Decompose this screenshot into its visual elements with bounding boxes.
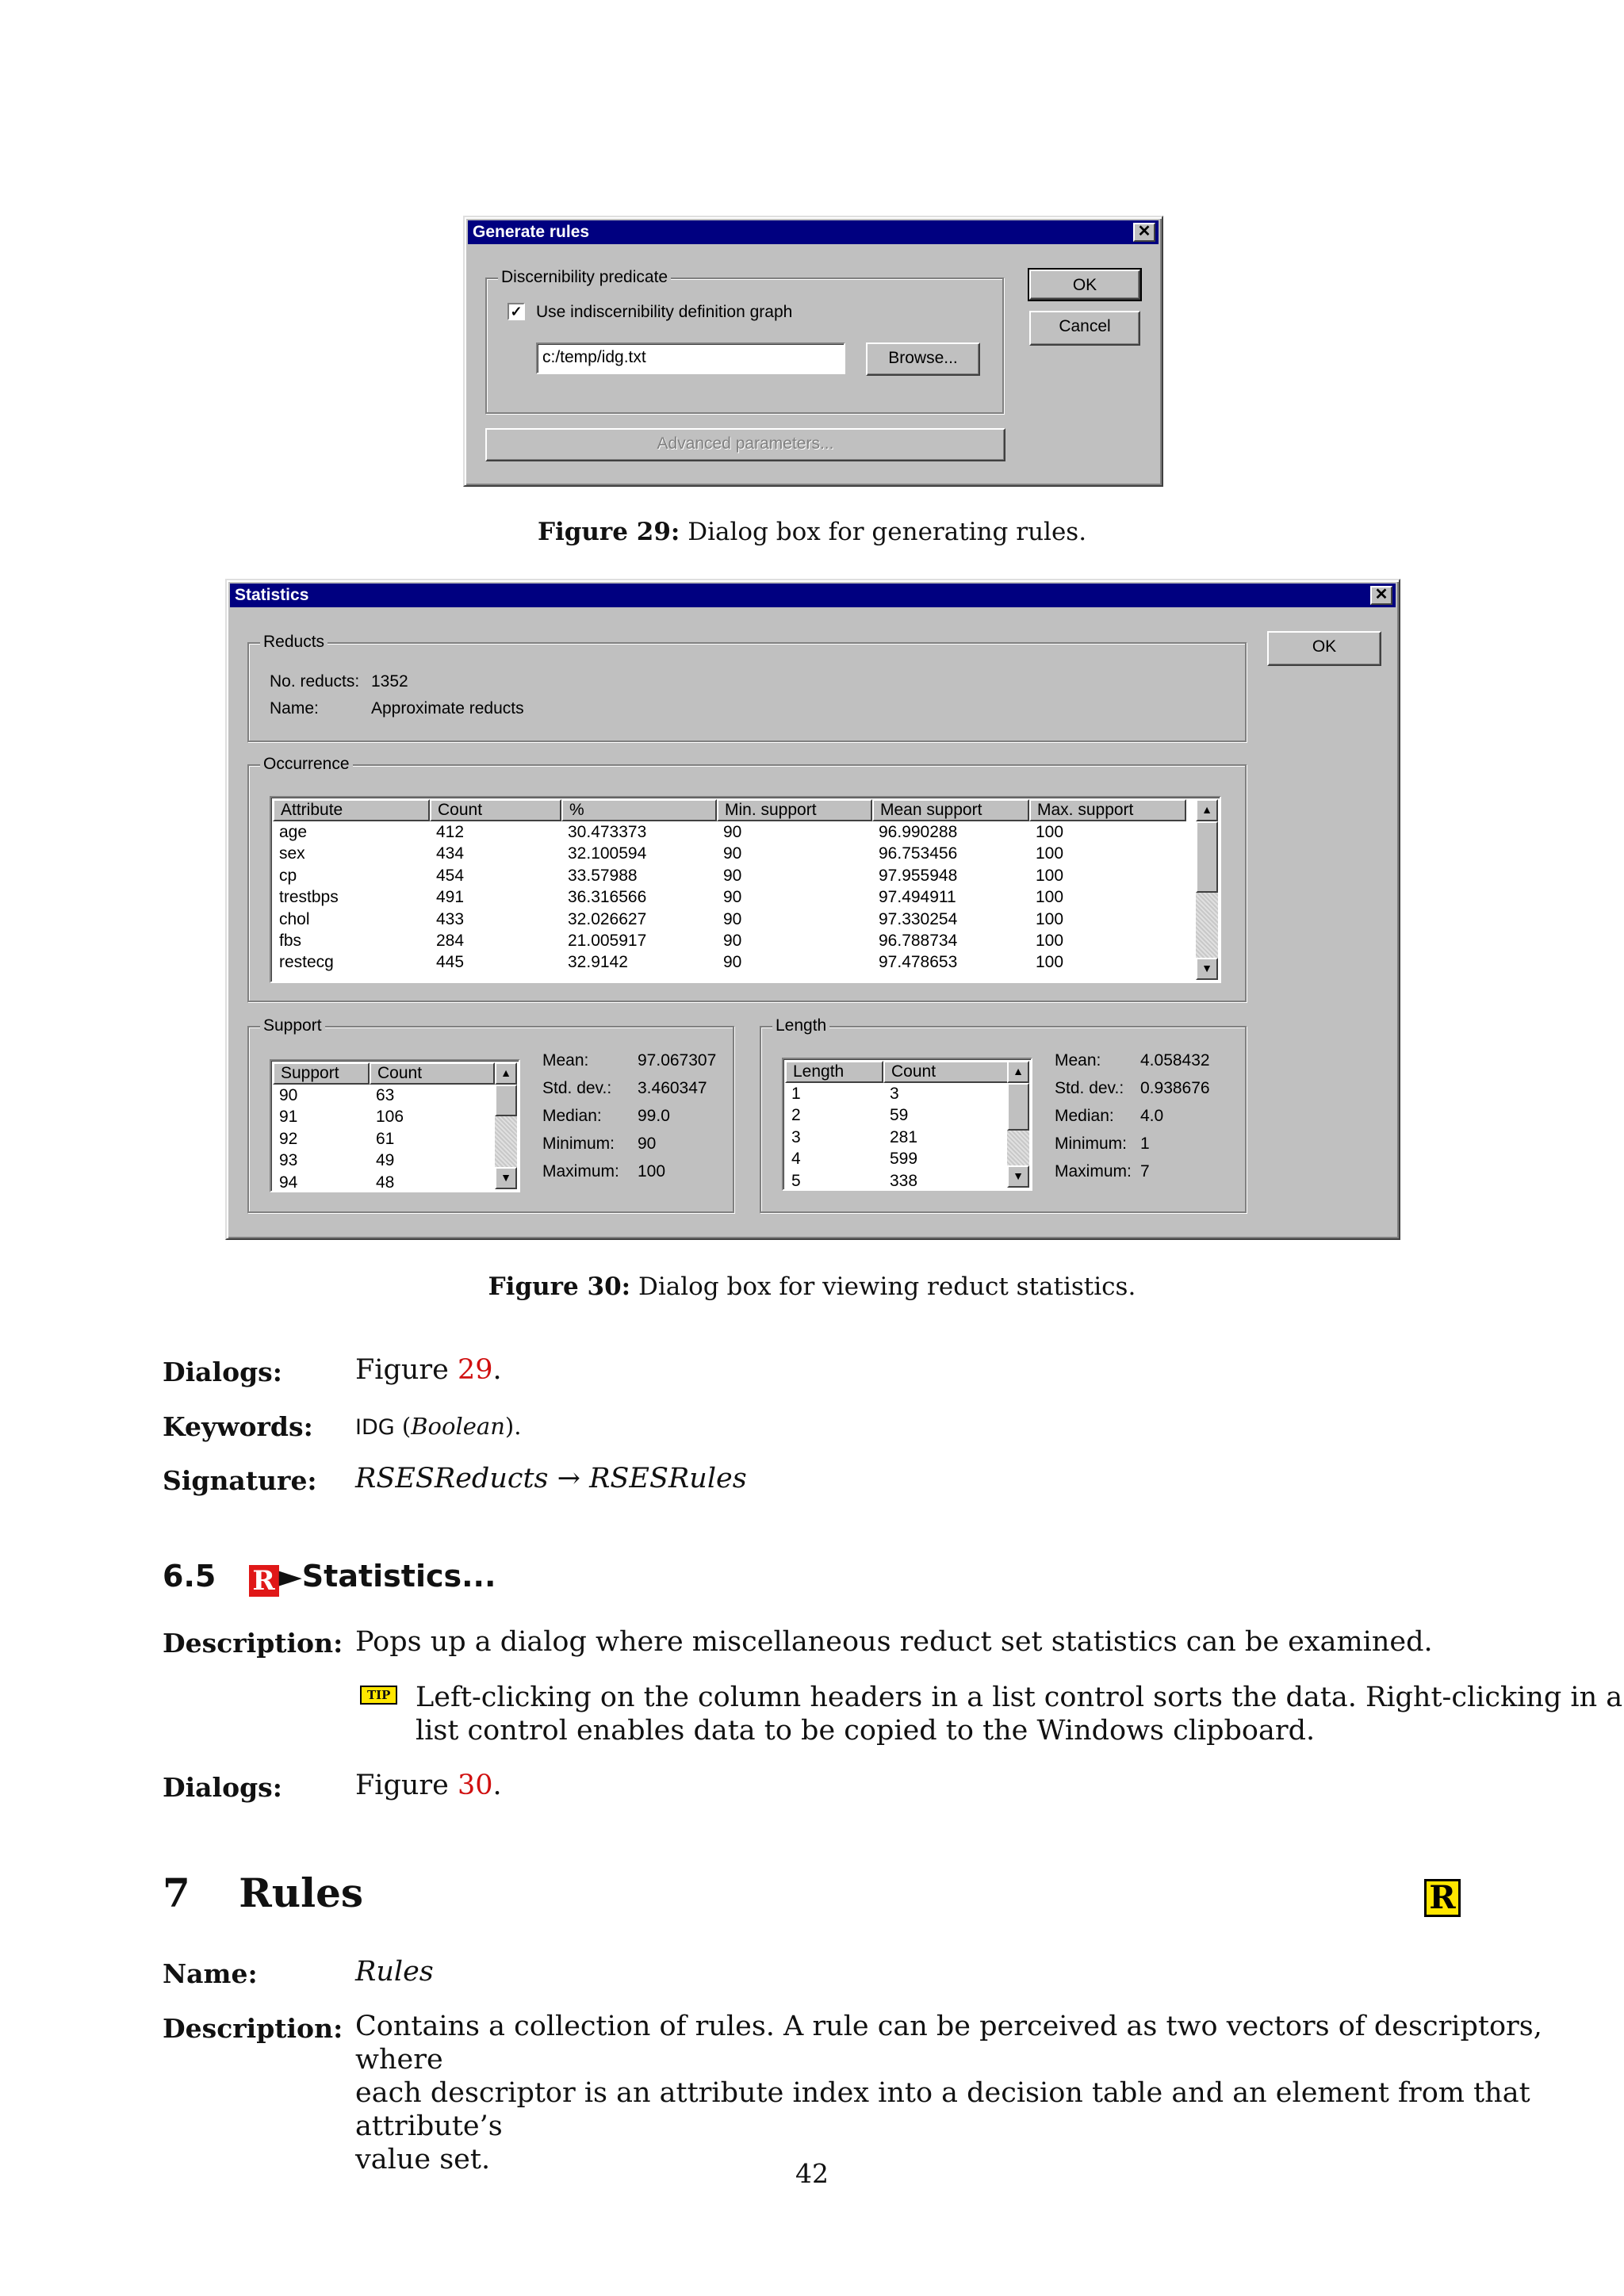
column-header[interactable]: Support <box>273 1062 370 1085</box>
idg-checkbox[interactable]: ✓ <box>508 303 525 320</box>
figure-30-caption <box>0 1272 1624 1301</box>
description-line: Contains a collection of rules. A rule can be perceived as two vectors of descriptors, where <box>355 2011 1542 2076</box>
list-row[interactable] <box>787 1083 1010 1104</box>
dialogs-term: Dialogs: <box>163 1357 282 1387</box>
signature-term: Signature: <box>163 1465 317 1496</box>
list-cell: 90 <box>723 823 742 841</box>
list-cell: 33.57988 <box>568 866 638 885</box>
stat-value: 3.460347 <box>638 1079 707 1097</box>
list-cell: 3 <box>890 1085 899 1103</box>
list-cell: 100 <box>1036 823 1064 841</box>
length-scrollbar[interactable] <box>1007 1061 1029 1188</box>
stat-value: 4.0 <box>1140 1107 1164 1125</box>
dialog-title: Statistics <box>235 586 309 604</box>
browse-button[interactable]: Browse... <box>866 342 980 376</box>
column-header[interactable]: Attribute <box>273 799 430 821</box>
list-cell: age <box>279 823 308 841</box>
support-group <box>247 1016 734 1213</box>
stat-value: 97.067307 <box>638 1051 717 1070</box>
scroll-down-icon[interactable]: ▼ <box>1196 958 1218 980</box>
stat-label: Minimum: <box>1055 1135 1128 1153</box>
description-term: Description: <box>163 2013 343 2044</box>
stat-label: Maximum: <box>1055 1162 1132 1181</box>
stat-value: 0.938676 <box>1140 1079 1210 1097</box>
name-value: Rules <box>355 1956 434 1988</box>
list-cell: 97.478653 <box>879 953 958 972</box>
list-cell: 90 <box>723 909 742 928</box>
list-cell: chol <box>279 909 310 928</box>
list-row[interactable] <box>274 1172 496 1192</box>
list-cell: restecg <box>279 953 334 972</box>
list-cell: 90 <box>723 931 742 950</box>
column-header[interactable]: Count <box>370 1062 495 1085</box>
list-cell: fbs <box>279 931 302 950</box>
advanced-parameters-button[interactable]: Advanced parameters... <box>485 428 1005 461</box>
list-cell: 30.473373 <box>568 823 647 841</box>
column-header[interactable]: % <box>561 799 717 821</box>
reducts-group <box>247 633 1247 742</box>
scroll-down-icon[interactable]: ▼ <box>495 1167 517 1189</box>
column-header[interactable]: Count <box>883 1061 1009 1083</box>
list-row[interactable] <box>274 930 1188 951</box>
list-cell: 97.955948 <box>879 866 958 885</box>
scroll-thumb[interactable] <box>1007 1083 1029 1131</box>
scroll-thumb[interactable] <box>495 1085 517 1116</box>
column-header[interactable]: Length <box>785 1061 883 1083</box>
list-cell: 338 <box>890 1171 918 1190</box>
list-cell: 48 <box>376 1173 395 1192</box>
list-cell: 445 <box>436 953 465 972</box>
reduct-count-value: 1352 <box>371 672 408 691</box>
list-row[interactable] <box>274 821 1188 843</box>
support-list-header <box>273 1062 495 1085</box>
keyword-code: IDG <box>355 1415 395 1440</box>
list-cell: 97.494911 <box>879 888 956 907</box>
stat-label: Median: <box>1055 1107 1114 1125</box>
occurrence-scrollbar[interactable] <box>1196 799 1218 980</box>
tip-line: Left-clicking on the column headers in a list control sorts the data. Right-clicking in a <box>416 1682 1623 1713</box>
list-cell: 4 <box>791 1150 801 1169</box>
list-row[interactable] <box>274 886 1188 908</box>
stat-label: Maximum: <box>542 1162 619 1181</box>
tip-line: list control enables data to be copied to the Windows clipboard. <box>416 1715 1316 1747</box>
stat-value: 7 <box>1140 1162 1150 1181</box>
list-cell: 599 <box>890 1150 918 1169</box>
keywords-value <box>355 1410 521 1445</box>
tip-badge <box>360 1686 397 1705</box>
list-cell: 94 <box>279 1173 298 1192</box>
list-cell: 90 <box>723 888 742 907</box>
list-cell: 49 <box>376 1151 395 1170</box>
section-7-heading <box>163 1869 363 1916</box>
list-cell: 434 <box>436 844 465 863</box>
tip-icon: TIP <box>360 1686 397 1705</box>
figure-label: Figure 30: <box>488 1272 631 1301</box>
group-label: Reducts <box>260 633 327 652</box>
column-header[interactable]: Max. support <box>1029 799 1186 821</box>
list-row[interactable] <box>787 1148 1010 1169</box>
list-row[interactable] <box>787 1127 1010 1148</box>
list-row[interactable] <box>274 843 1188 864</box>
list-row[interactable] <box>787 1170 1010 1191</box>
list-cell: 32.026627 <box>568 909 647 928</box>
list-cell: 100 <box>1036 888 1064 907</box>
list-cell: 90 <box>279 1086 298 1104</box>
figure-text: Dialog box for viewing reduct statistics. <box>630 1272 1136 1301</box>
list-cell: 36.316566 <box>568 888 647 907</box>
keyword-type: Boolean <box>411 1413 505 1440</box>
ok-button[interactable]: OK <box>1267 631 1381 666</box>
ok-button[interactable]: OK <box>1029 270 1140 300</box>
section-number: 6.5 <box>163 1559 216 1594</box>
list-cell: 92 <box>279 1129 298 1148</box>
list-cell: 100 <box>1036 931 1064 950</box>
list-row[interactable] <box>274 951 1188 973</box>
dialogs-suffix: . <box>492 1770 502 1801</box>
list-cell: 106 <box>376 1108 404 1127</box>
length-list-header <box>785 1061 1009 1083</box>
list-cell: cp <box>279 866 297 885</box>
list-cell: 96.990288 <box>879 823 958 841</box>
dialogs-term: Dialogs: <box>163 1772 282 1803</box>
keyword-open: ( <box>394 1413 412 1440</box>
list-cell: 96.788734 <box>879 931 958 950</box>
occurrence-group <box>247 755 1247 1002</box>
list-row[interactable] <box>787 1104 1010 1126</box>
stat-label: Mean: <box>542 1051 589 1070</box>
list-cell: 90 <box>723 866 742 885</box>
list-cell: 433 <box>436 909 465 928</box>
page-number: 42 <box>795 2158 829 2189</box>
reducts-r-icon: R <box>249 1565 279 1597</box>
dialog-title-bar <box>230 584 1396 607</box>
list-cell: 2 <box>791 1106 801 1125</box>
description-line: value set. <box>355 2144 491 2175</box>
list-cell: 93 <box>279 1151 298 1170</box>
list-cell: 100 <box>1036 909 1064 928</box>
scroll-up-icon[interactable]: ▲ <box>495 1062 517 1085</box>
stat-value: 99.0 <box>638 1107 670 1125</box>
name-term: Name: <box>163 1958 258 1989</box>
list-cell: 284 <box>436 931 465 950</box>
close-icon[interactable]: ✕ <box>1133 223 1155 242</box>
length-list-body <box>787 1083 1010 1191</box>
list-cell: 100 <box>1036 844 1064 863</box>
list-cell: 90 <box>723 953 742 972</box>
column-header[interactable]: Min. support <box>717 799 872 821</box>
stat-value: 90 <box>638 1135 657 1153</box>
section-title: Statistics... <box>301 1559 496 1594</box>
column-header[interactable]: Count <box>430 799 561 821</box>
dialogs-value <box>355 1769 502 1802</box>
list-cell: 59 <box>890 1106 909 1125</box>
generate-rules-dialog <box>463 216 1163 487</box>
description-text: Pops up a dialog where miscellaneous reduct set statistics can be examined. <box>355 1626 1433 1658</box>
reduct-name-value: Approximate reducts <box>371 699 524 718</box>
keyword-close: ). <box>504 1413 522 1440</box>
occurrence-list-body <box>274 821 1188 974</box>
description-term: Description: <box>163 1628 343 1659</box>
dialogs-prefix: Figure <box>355 1770 458 1801</box>
stat-value: 1 <box>1140 1135 1150 1153</box>
keywords-term: Keywords: <box>163 1411 313 1442</box>
occurrence-list-header <box>273 799 1186 821</box>
figure-29-caption <box>0 518 1624 546</box>
support-list[interactable] <box>270 1059 520 1192</box>
statistics-dialog <box>225 579 1400 1240</box>
list-cell: 63 <box>376 1086 395 1104</box>
description-line: each descriptor is an attribute index into a decision table and an element from that attribute’s <box>355 2077 1530 2142</box>
group-label: Discernibility predicate <box>498 268 671 287</box>
list-cell: 5 <box>791 1171 801 1190</box>
stat-label: Std. dev.: <box>542 1079 612 1097</box>
list-row[interactable] <box>274 1128 496 1150</box>
list-cell: 100 <box>1036 866 1064 885</box>
tip-text <box>416 1681 1622 1747</box>
support-scrollbar[interactable] <box>495 1062 517 1189</box>
list-cell: 3 <box>791 1127 801 1146</box>
reduct-count-label: No. reducts: <box>270 672 360 691</box>
cancel-button[interactable]: Cancel <box>1029 311 1140 346</box>
scroll-thumb[interactable] <box>1196 821 1218 893</box>
stat-label: Minimum: <box>542 1135 615 1153</box>
dialog-title: Generate rules <box>473 223 590 241</box>
stat-label: Median: <box>542 1107 602 1125</box>
list-cell: 454 <box>436 866 465 885</box>
section-6-5-heading <box>163 1559 496 1597</box>
list-row[interactable] <box>274 865 1188 886</box>
occurrence-list[interactable] <box>270 796 1221 983</box>
checkbox-label: Use indiscernibility definition graph <box>536 303 793 321</box>
list-cell: trestbps <box>279 888 339 907</box>
list-row[interactable] <box>274 1106 496 1127</box>
section-title: Rules <box>239 1869 364 1916</box>
list-row[interactable] <box>274 1150 496 1171</box>
list-row[interactable] <box>274 909 1188 930</box>
dialogs-suffix: . <box>492 1354 502 1386</box>
figure-label: Figure 29: <box>537 518 680 546</box>
group-label: Occurrence <box>260 755 353 774</box>
support-list-body <box>274 1085 496 1192</box>
list-cell: 91 <box>279 1108 298 1127</box>
list-cell: 100 <box>1036 953 1064 972</box>
list-cell: 90 <box>723 844 742 863</box>
group-label: Length <box>772 1016 829 1035</box>
list-cell: 281 <box>890 1127 918 1146</box>
description-text <box>355 2010 1624 2176</box>
dialogs-prefix: Figure <box>355 1354 458 1386</box>
figure-text: Dialog box for generating rules. <box>680 518 1087 546</box>
list-cell: 491 <box>436 888 465 907</box>
close-icon[interactable]: ✕ <box>1370 586 1392 605</box>
rules-r-icon: R <box>1424 1879 1461 1917</box>
list-row[interactable] <box>274 1085 496 1106</box>
list-cell: 21.005917 <box>568 931 647 950</box>
scroll-up-icon[interactable]: ▲ <box>1196 799 1218 821</box>
list-cell: 1 <box>791 1085 801 1103</box>
idg-path-field[interactable]: c:/temp/idg.txt <box>536 342 845 374</box>
list-cell: 32.100594 <box>568 844 647 863</box>
list-cell: sex <box>279 844 305 863</box>
stat-label: Std. dev.: <box>1055 1079 1124 1097</box>
list-cell: 32.9142 <box>568 953 628 972</box>
arrow-icon: ► <box>278 1559 302 1594</box>
reduct-name-label: Name: <box>270 699 319 718</box>
figure-ref-link[interactable]: 29 <box>458 1354 493 1386</box>
stat-value: 100 <box>638 1162 666 1181</box>
list-cell: 97.330254 <box>879 909 958 928</box>
figure-ref-link[interactable]: 30 <box>458 1770 493 1801</box>
length-list[interactable] <box>782 1058 1032 1191</box>
scroll-down-icon[interactable]: ▼ <box>1007 1165 1029 1188</box>
length-group <box>760 1016 1247 1213</box>
list-cell: 412 <box>436 823 465 841</box>
stat-label: Mean: <box>1055 1051 1101 1070</box>
scroll-up-icon[interactable]: ▲ <box>1007 1061 1029 1083</box>
stat-value: 4.058432 <box>1140 1051 1210 1070</box>
list-cell: 61 <box>376 1129 395 1148</box>
list-cell: 96.753456 <box>879 844 958 863</box>
dialogs-value <box>355 1353 502 1387</box>
dialog-title-bar <box>468 220 1159 244</box>
discernibility-group <box>485 268 1004 414</box>
signature-value: RSESReducts → RSESRules <box>355 1463 747 1494</box>
column-header[interactable]: Mean support <box>872 799 1029 821</box>
section-number: 7 <box>163 1869 190 1916</box>
group-label: Support <box>260 1016 325 1035</box>
